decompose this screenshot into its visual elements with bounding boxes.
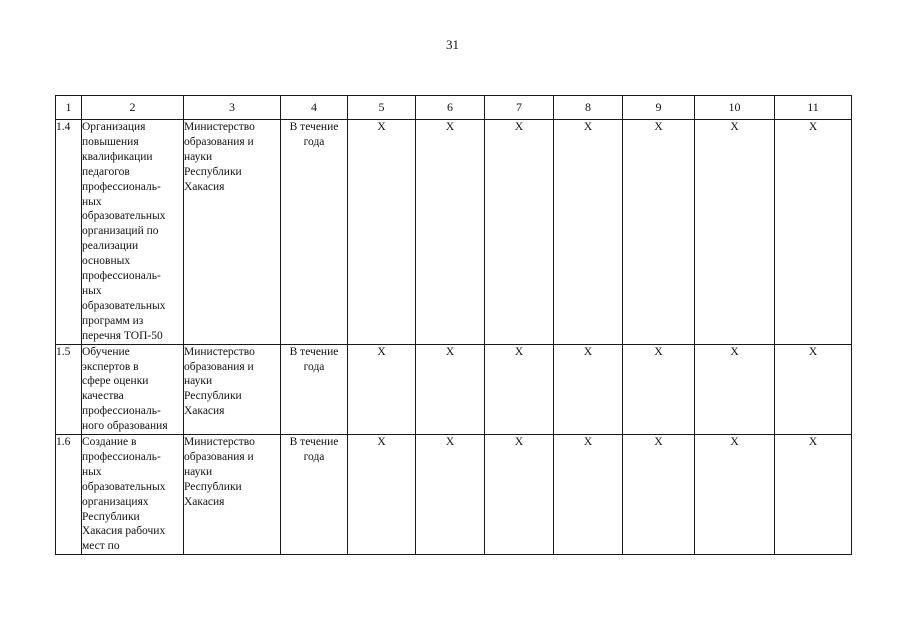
mark-cell: X bbox=[554, 120, 623, 345]
mark-cell: X bbox=[348, 344, 416, 434]
row-number: 1.4 bbox=[56, 120, 82, 345]
measure-name bbox=[82, 344, 184, 434]
mark-cell: X bbox=[416, 344, 485, 434]
measure-name bbox=[82, 435, 184, 555]
mark-cell: X bbox=[485, 344, 554, 434]
term-text: В течение года bbox=[289, 436, 339, 463]
page-number: 31 bbox=[446, 37, 459, 52]
column-header-2: 2 bbox=[82, 96, 184, 120]
term-text: В течение года bbox=[289, 345, 339, 373]
measure-name-text: Создание в профессиональ- ных образовательных организациях Республики Хакасия рабочих мест по bbox=[82, 436, 166, 553]
column-header-10: 10 bbox=[695, 96, 775, 120]
column-header-8: 8 bbox=[554, 96, 623, 120]
column-header-11: 11 bbox=[775, 96, 852, 120]
column-header-4: 4 bbox=[281, 96, 348, 120]
row-number: 1.6 bbox=[56, 435, 82, 555]
term bbox=[281, 120, 348, 345]
column-header-7: 7 bbox=[485, 96, 554, 120]
column-header-3: 3 bbox=[184, 96, 281, 120]
mark-cell: X bbox=[554, 435, 623, 555]
table-row bbox=[56, 120, 852, 345]
executor bbox=[184, 120, 281, 345]
table-row bbox=[56, 344, 852, 434]
term-text: В течение года bbox=[289, 121, 339, 148]
mark-cell: X bbox=[623, 120, 695, 345]
executor-text: Министерство образования и науки Республики Хакасия bbox=[184, 345, 255, 418]
executor-text: Министерство образования и науки Республики Хакасия bbox=[184, 436, 255, 508]
column-header-1: 1 bbox=[56, 96, 82, 120]
term bbox=[281, 435, 348, 555]
measure-name-text: Организация повышения квалификации педагогов профессиональ- ных образовательных организаций по реализации основных профессиональ- ных образовательных программ из перечня ТОП-50 bbox=[82, 121, 166, 342]
mark-cell: X bbox=[416, 120, 485, 345]
mark-cell: X bbox=[695, 120, 775, 345]
column-header-5: 5 bbox=[348, 96, 416, 120]
measure-name bbox=[82, 120, 184, 345]
mark-cell: X bbox=[775, 435, 852, 555]
mark-cell: X bbox=[695, 344, 775, 434]
mark-cell: X bbox=[348, 435, 416, 555]
mark-cell: X bbox=[485, 435, 554, 555]
mark-cell: X bbox=[623, 344, 695, 434]
header-row bbox=[56, 96, 852, 120]
mark-cell: X bbox=[695, 435, 775, 555]
measures-table bbox=[55, 95, 852, 555]
column-header-6: 6 bbox=[416, 96, 485, 120]
mark-cell: X bbox=[348, 120, 416, 345]
mark-cell: X bbox=[775, 344, 852, 434]
executor bbox=[184, 344, 281, 434]
column-header-9: 9 bbox=[623, 96, 695, 120]
row-number: 1.5 bbox=[56, 344, 82, 434]
mark-cell: X bbox=[775, 120, 852, 345]
mark-cell: X bbox=[623, 435, 695, 555]
table-row bbox=[56, 435, 852, 555]
executor bbox=[184, 435, 281, 555]
mark-cell: X bbox=[554, 344, 623, 434]
executor-text: Министерство образования и науки Республики Хакасия bbox=[184, 121, 255, 193]
mark-cell: X bbox=[416, 435, 485, 555]
mark-cell: X bbox=[485, 120, 554, 345]
term bbox=[281, 344, 348, 434]
measure-name-text: Обучение экспертов в сфере оценки качества профессиональ- ного образования bbox=[82, 345, 168, 433]
